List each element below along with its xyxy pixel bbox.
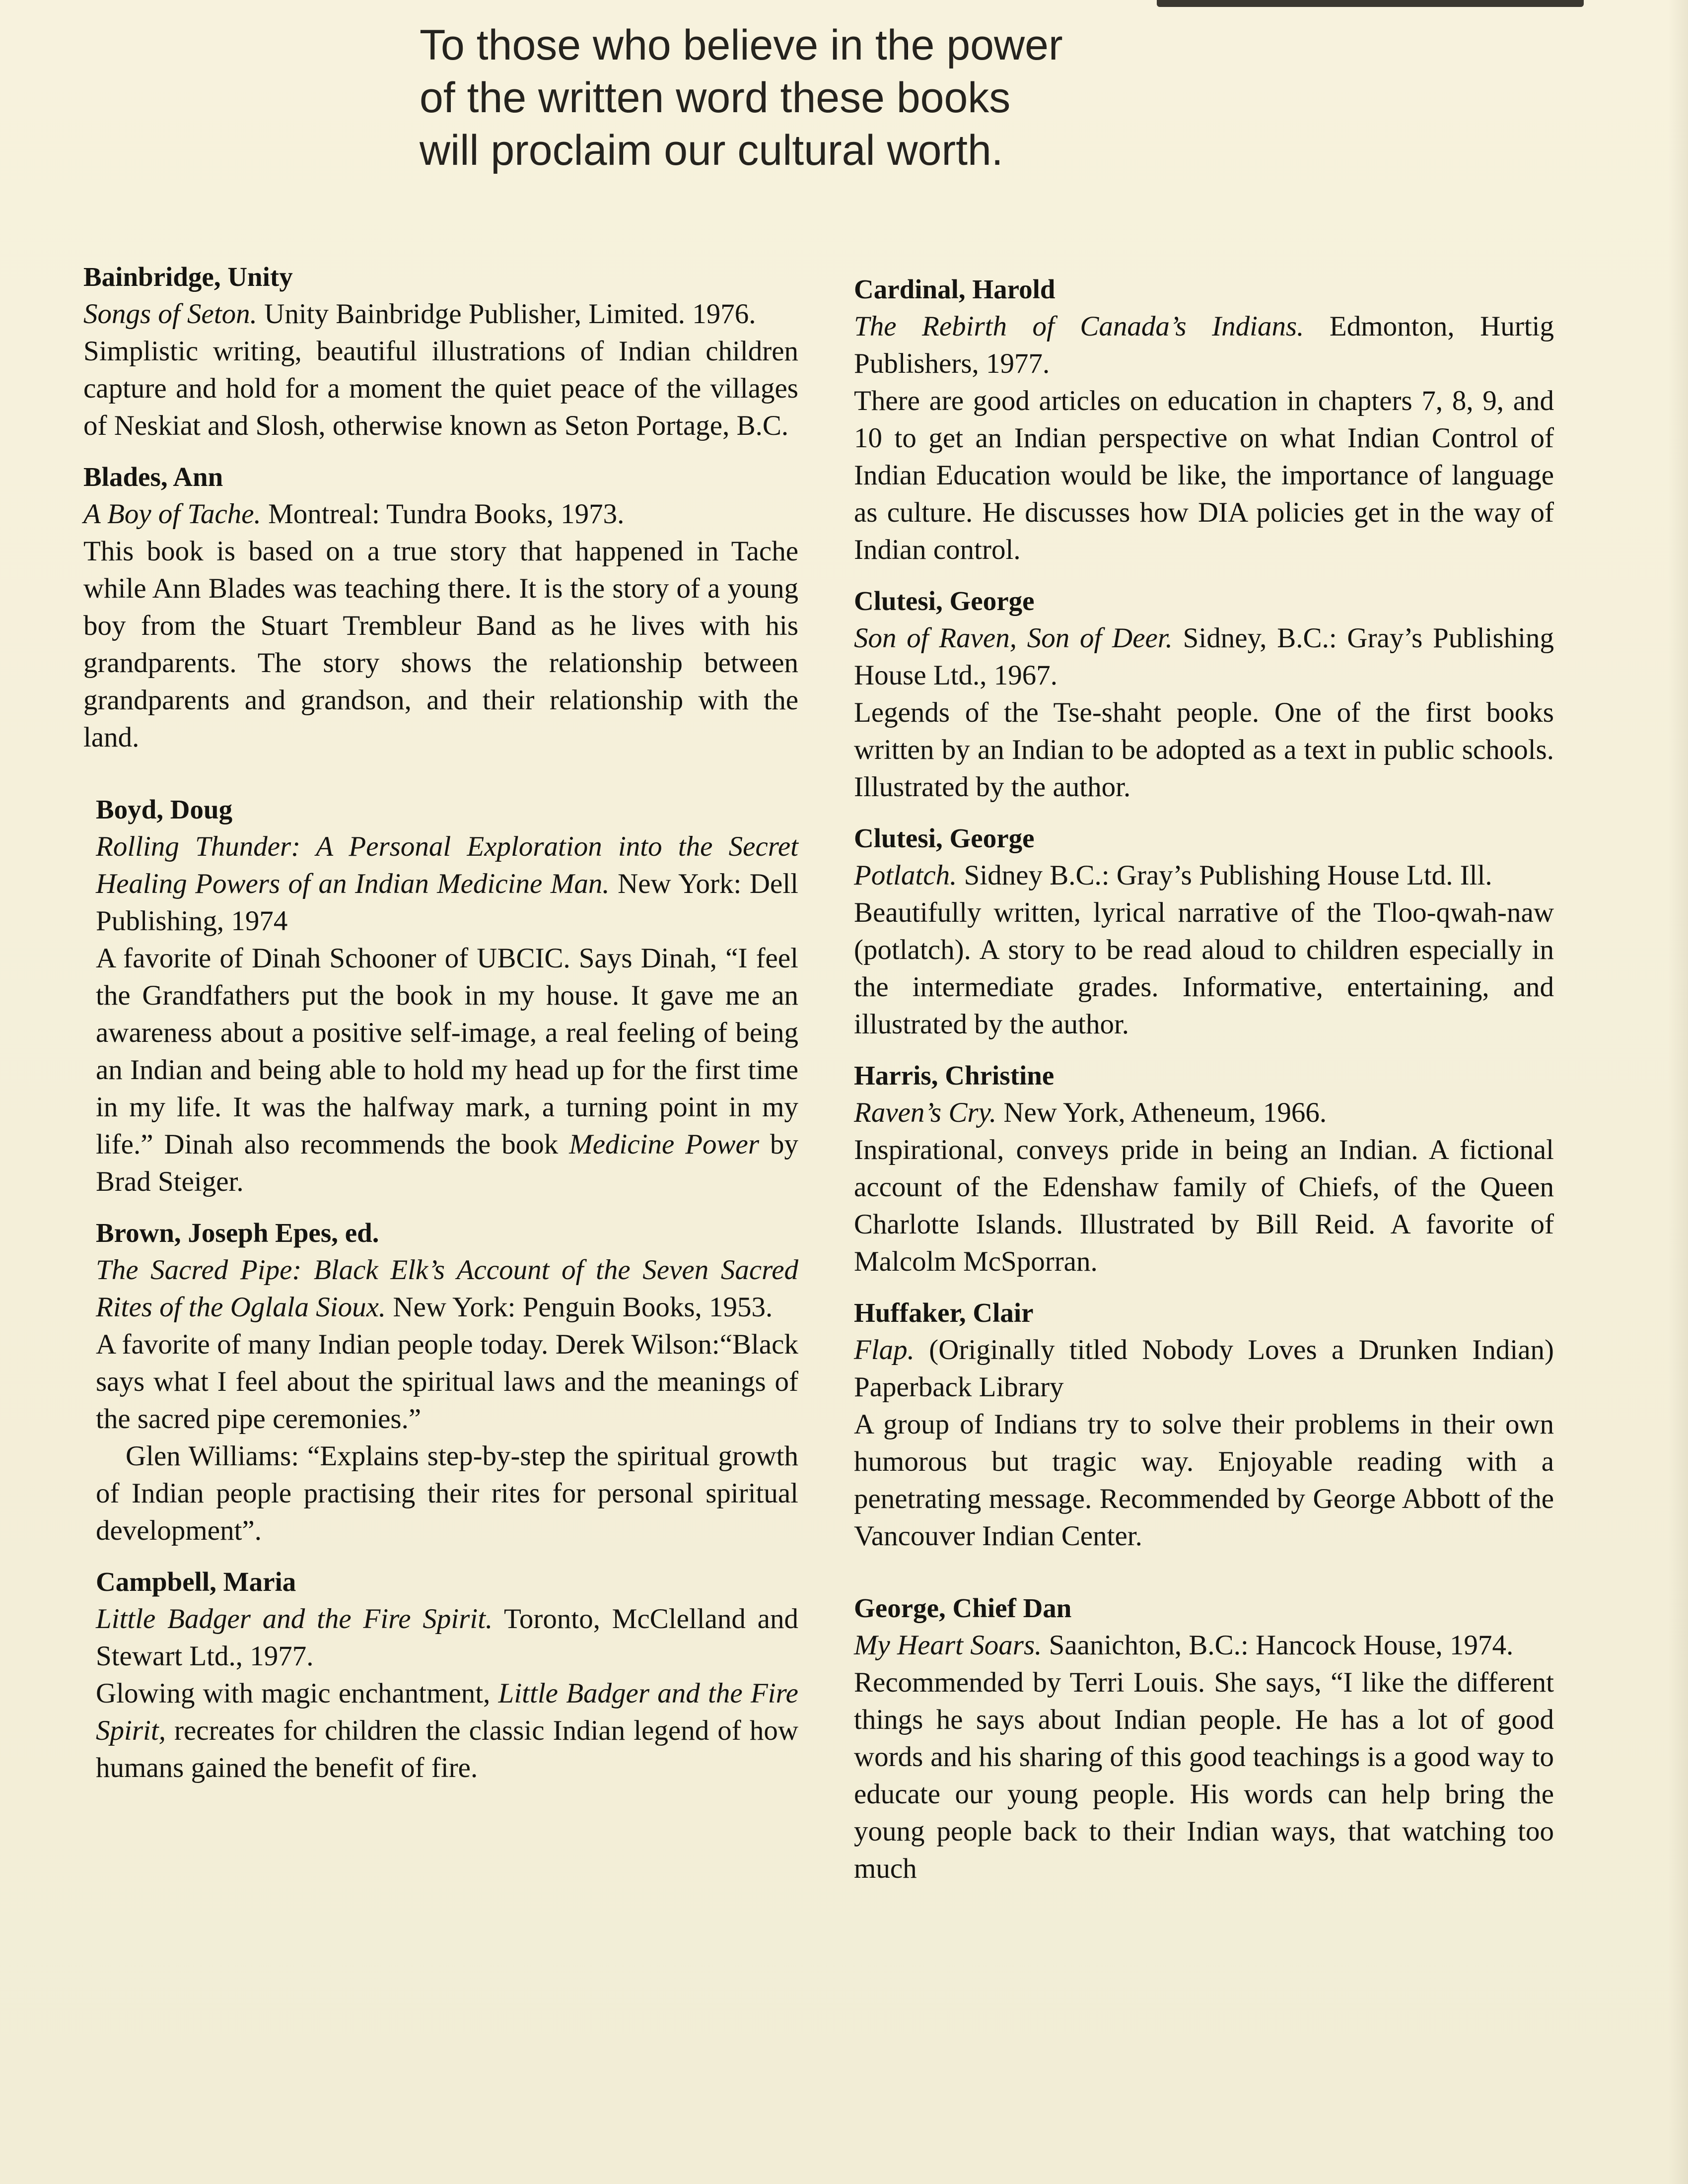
entry-title: Potlatch. [854,860,957,891]
book-entry-brown [83,1214,798,1549]
left-column [83,258,798,1800]
entry-title: A Boy of Tache. [83,498,261,530]
entry-publication: Sidney B.C.: Gray’s Publishing House Ltd. Ill. [957,860,1492,891]
entry-description: Recommended by Terri Louis. She says, “I like the different things he says about Indian people. He has a lot of good words and his sharing of this good teachings is a good way to educate our young people. His words can help bring the young people back to their Indian ways, that watching too much [854,1667,1554,1884]
entry-author: Blades, Ann [83,462,223,492]
entry-description: A favorite of many Indian people today. Derek Wilson:“Black says what I feel about the spiritual laws and the meanings of the sacred pipe ceremonies.” [96,1329,798,1434]
entry-description [96,1675,798,1786]
entry-citation [96,1251,798,1326]
entry-author: Campbell, Maria [96,1567,296,1597]
book-entry-harris [854,1057,1554,1280]
entry-citation [83,495,798,533]
entry-description-text-end: recreates for children the classic Indian legend of how humans gained the benefit of fire. [96,1715,798,1783]
entry-description: Simplistic writing, beautiful illustrations of Indian children capture and hold for a moment the quiet peace of the villages of Neskiat and Slosh, otherwise known as Seton Portage, B.C. [83,336,798,441]
entry-description-title: Little Badger and the Fire Spirit, [96,1678,798,1746]
header-line-1: To those who believe in the power [420,21,1063,69]
entry-title: The Sacred Pipe: Black Elk’s Account of the Seven Sacred Rites of the Oglala Sioux. [96,1254,798,1323]
page-header-quote [420,19,1264,177]
entry-publication: New York: Dell Publishing, 1974 [96,868,798,937]
entry-description: Inspirational, conveys pride in being an Indian. A fictional account of the Edenshaw family of Chiefs, of the Queen Charlotte Islands. Illustrated by Bill Reid. A favorite of Malcolm McSporran. [854,1134,1554,1277]
header-line-2: of the written word these books [420,74,1011,122]
entry-author: Brown, Joseph Epes, ed. [96,1218,379,1248]
entry-description: This book is based on a true story that happened in Tache while Ann Blades was teaching there. It is the story of a young boy from the Stuart Trembleur Band as he lives with his grandparents. The story shows the relationship between grandparents and grandson, and their relationship with the land. [83,536,798,753]
entry-citation [854,857,1554,894]
book-entry-campbell [83,1563,798,1786]
entry-description: There are good articles on education in chapters 7, 8, 9, and 10 to get an Indian perspective on what Indian Control of Indian Education would be like, the importance of language as culture. He discusses how DIA policies get in the way of Indian control. [854,385,1554,565]
entry-author: Boyd, Doug [96,794,233,824]
entry-description-text-end: by Brad Steiger. [96,1129,798,1197]
entry-publication: Toronto, McClelland and Stewart Ltd., 1977. [96,1603,798,1672]
entry-description [96,940,798,1200]
entry-citation [854,1094,1554,1131]
entry-description-second-quote: Glen Williams: “Explains step-by-step the spiritual growth of Indian people practising their rites for personal spiritual development”. [96,1440,798,1546]
book-entry-boyd [83,791,798,1200]
entry-author: George, Chief Dan [854,1593,1072,1623]
entry-author: Harris, Christine [854,1060,1055,1091]
entry-title: Flap. [854,1334,914,1365]
entry-description-text: Glowing with magic enchantment, [96,1678,498,1709]
entry-author: Huffaker, Clair [854,1297,1034,1328]
entry-publication: (Originally titled Nobody Loves a Drunken Indian) Paperback Library [854,1334,1554,1403]
entry-publication: Unity Bainbridge Publisher, Limited. 1976. [257,298,756,330]
entry-title: Raven’s Cry. [854,1097,997,1128]
entry-citation [854,1331,1554,1406]
entry-publication: Saanichton, B.C.: Hancock House, 1974. [1042,1630,1514,1661]
book-entry-clutesi-son-of-raven [854,582,1554,806]
entry-publication: Sidney, B.C.: Gray’s Publishing House Ltd., 1967. [854,622,1554,691]
entry-publication: New York, Atheneum, 1966. [996,1097,1327,1128]
cropped-heading-fragment [1157,0,1584,7]
entry-title: My Heart Soars. [854,1630,1042,1661]
entry-citation [854,308,1554,382]
entry-title: Son of Raven, Son of Deer. [854,622,1173,654]
entry-description-title: Medicine Power [569,1129,760,1160]
entry-author: Clutesi, George [854,823,1035,853]
entry-author: Bainbridge, Unity [83,262,293,292]
book-entry-bainbridge [83,258,798,444]
entry-citation [854,619,1554,694]
header-line-3: will proclaim our cultural worth. [420,127,1003,174]
entry-publication: New York: Penguin Books, 1953. [386,1292,773,1323]
page-edge-shadow [1668,0,1688,2184]
entry-publication: Edmonton, Hurtig Publishers, 1977. [854,311,1554,379]
book-entry-blades [83,458,798,756]
entry-description: Legends of the Tse-shaht people. One of the first books written by an Indian to be adopted as a text in public schools. Illustrated by the author. [854,697,1554,803]
entry-title: The Rebirth of Canada’s Indians. [854,311,1304,342]
right-column [854,271,1554,1901]
entry-description: Beautifully written, lyrical narrative of the Tloo-qwah-naw (potlatch). A story to be read aloud to children especially in the intermediate grades. Informative, entertaining, and illustrated by the author. [854,897,1554,1040]
entry-description-text: A favorite of Dinah Schooner of UBCIC. Says Dinah, “I feel the Grandfathers put the book in my house. It gave me an awareness about a positive self-image, a real feeling of being an Indian and being able to hold my head up for the first time in my life. It was the halfway mark, a turning point in my life.” Dinah also recommends the book [96,943,798,1160]
entry-author: Cardinal, Harold [854,274,1055,304]
book-entry-cardinal [854,271,1554,568]
entry-description: A group of Indians try to solve their problems in their own humorous but tragic way. Enjoyable reading with a penetrating message. Recommended by George Abbott of the Vancouver Indian Center. [854,1409,1554,1552]
entry-author: Clutesi, George [854,586,1035,616]
entry-citation [96,828,798,940]
book-entry-huffaker [854,1294,1554,1555]
entry-title: Rolling Thunder: A Personal Exploration into the Secret Healing Powers of an Indian Medicine Man. [96,831,798,899]
entry-title: Songs of Seton. [83,298,257,330]
book-entry-george [854,1589,1554,1887]
entry-citation [96,1600,798,1675]
entry-publication: Montreal: Tundra Books, 1973. [261,498,625,530]
entry-title: Little Badger and the Fire Spirit. [96,1603,493,1635]
entry-citation [854,1627,1554,1664]
entry-citation [83,295,798,333]
book-entry-clutesi-potlatch [854,819,1554,1043]
